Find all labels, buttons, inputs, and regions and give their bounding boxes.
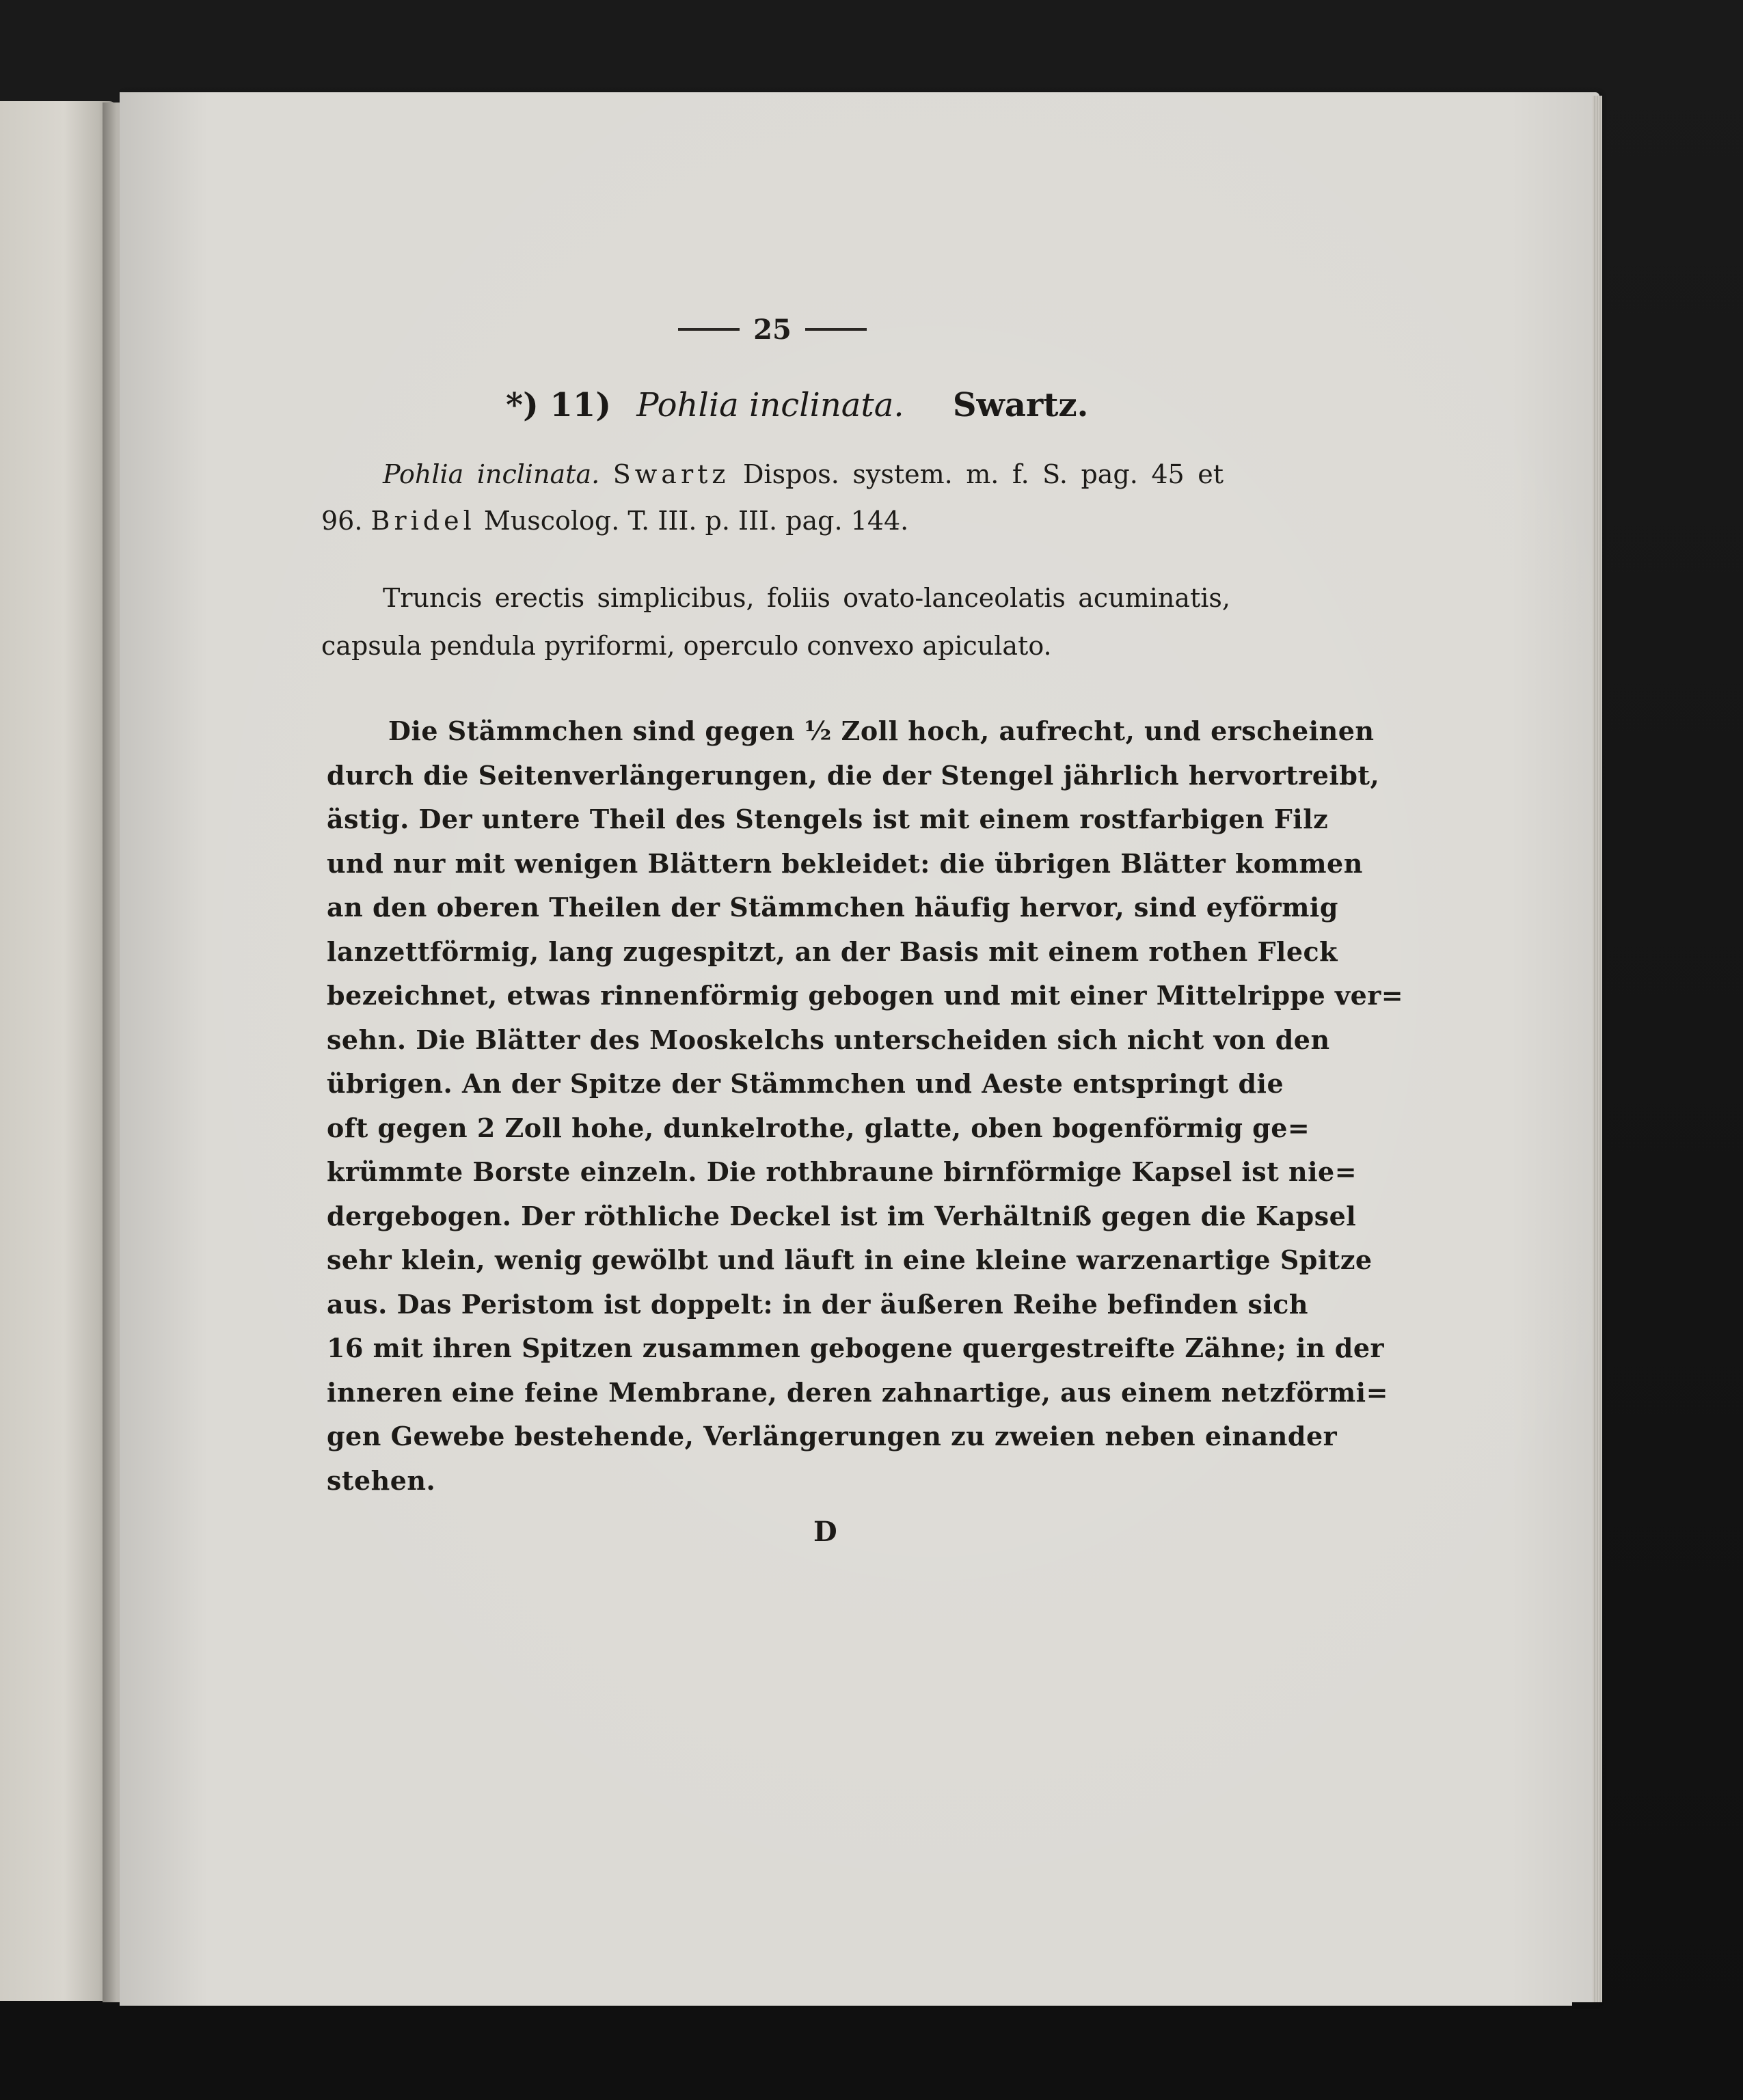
latin-diagnosis [321,574,1230,670]
description-line: inneren eine feine Membrane, deren zahnartige, aus einem netzförmi= [327,1376,1388,1408]
header-rule-right [805,328,867,331]
description-line: krümmte Borste einzeln. Die rothbraune birnförmige Kapsel ist nie= [327,1156,1357,1187]
description-line: und nur mit wenigen Blättern bekleidet: die übrigen Blätter kommen [327,847,1363,879]
synonymy-reference: Dispos. system. m. f. S. pag. 45 et [742,459,1224,489]
description-line: sehn. Die Blätter des Mooskelchs unterscheiden sich nicht von den [327,1024,1330,1055]
page-number: 25 [753,313,792,346]
synonymy-author: Swartz [612,459,730,489]
heading-species: Pohlia inclinata. [636,386,904,424]
synonymy-reference-2: Muscolog. T. III. p. III. pag. 144. [483,506,909,536]
synonymy-paragraph [321,451,1224,544]
description-line: aus. Das Peristom ist doppelt: in der äußeren Reihe befinden sich [327,1288,1309,1320]
diagnosis-line: capsula pendula pyriformi, operculo convexo apiculato. [321,631,1052,661]
description-line: dergebogen. Der röthliche Deckel ist im Verhältniß gegen die Kapsel [327,1200,1357,1231]
description-line: 16 mit ihren Spitzen zusammen gebogene quergestreifte Zähne; in der [327,1333,1385,1363]
synonymy-page-cont: 96. [321,506,363,536]
page-edges [1593,96,1602,2002]
catchword: D [813,1516,837,1548]
description-line: lanzettförmig, lang zugespitzt, an der Basis mit einem rothen Fleck [327,936,1338,967]
synonymy-line-1 [321,451,1224,497]
left-page-edge [0,101,116,2001]
heading-author: Swartz. [952,386,1089,424]
description-line: gen Gewebe bestehende, Verlängerungen zu zweien neben einander [327,1421,1338,1451]
description-line: an den oberen Theilen der Stämmchen häufig hervor, sind eyförmig [327,892,1338,923]
german-description [327,709,1404,1503]
header-rule-left [678,328,740,331]
description-line: stehen. [327,1464,436,1496]
synonymy-species: Pohlia inclinata. [383,459,600,489]
description-line: übrigen. An der Spitze der Stämmchen und Aeste entspringt die [327,1068,1284,1099]
description-line: sehr klein, wenig gewölbt und läuft in eine kleine warzenartige Spitze [327,1244,1373,1275]
page-header [663,309,882,350]
description-line: oft gegen 2 Zoll hohe, dunkelrothe, glatte, oben bogenförmig ge= [327,1112,1310,1143]
diagnosis-line: Truncis erectis simplicibus, foliis ovato-lanceolatis acuminatis, [383,583,1230,613]
description-line: durch die Seitenverlängerungen, die der Stengel jährlich hervortreibt, [327,759,1380,791]
description-line: bezeichnet, etwas rinnenförmig gebogen und mit einer Mittelrippe ver= [327,980,1404,1011]
heading-number: *) 11) [506,386,612,424]
corner-shadow [1572,2002,1599,2009]
species-heading [506,386,1121,424]
synonymy-author-2: Bridel [370,506,476,536]
description-line: ästig. Der untere Theil des Stengels ist mit einem rostfarbigen Filz [327,804,1329,834]
description-line: Die Stämmchen sind gegen ½ Zoll hoch, aufrecht, und erscheinen [388,715,1375,746]
synonymy-line-2 [321,497,1224,544]
